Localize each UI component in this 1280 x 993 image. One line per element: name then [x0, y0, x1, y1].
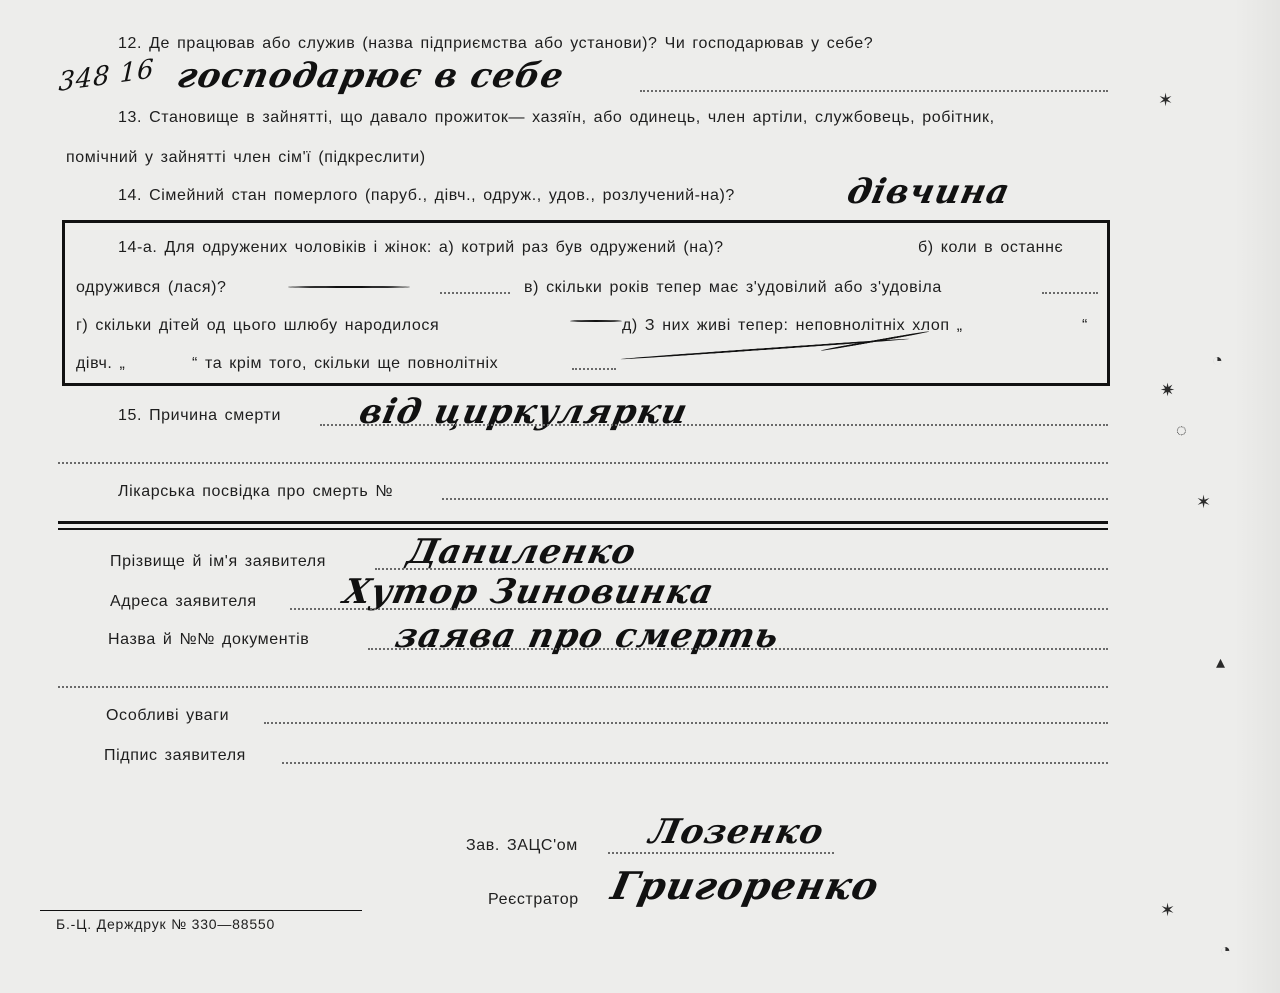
print-footer: Б.-Ц. Держдрук № 330—88550	[56, 916, 276, 932]
registrar-label: Реєстратор	[488, 891, 579, 908]
q14a-fill-line-3	[572, 368, 616, 370]
q15-fill-line-1	[320, 424, 1108, 426]
paper-damage-mark: ✷	[1160, 380, 1176, 400]
q14a-line2a: одружився (лася)?	[76, 279, 227, 296]
section-rule-top	[58, 521, 1108, 524]
q13-label-line1: 13. Становище в зайнятті, що давало прожиток— хазяїн, або одинець, член артіли, службовець, робітник,	[118, 109, 995, 126]
applicant-address-label: Адреса заявителя	[110, 593, 257, 610]
q12-answer-handwriting: господарює в себе	[173, 56, 568, 96]
applicant-name-label: Прізвище й ім'я заявителя	[110, 553, 327, 570]
q14a-fill-line-1	[440, 292, 510, 294]
q15-fill-line-2	[58, 462, 1108, 464]
head-zags-fill-line	[608, 852, 834, 854]
signature-fill-line	[282, 762, 1108, 764]
page-edge-shade	[1234, 0, 1280, 993]
notes-fill-line	[264, 722, 1108, 724]
q14a-line3b: д) З них живі тепер: неповнолітніх хлоп „	[622, 317, 963, 334]
applicant-name-fill-line	[375, 568, 1108, 570]
applicant-name-handwriting: Даниленко	[403, 532, 641, 572]
q14a-line2b: в) скільки років тепер має з'удовілий або з'удовіла	[524, 279, 942, 296]
paper-damage-mark: ◔	[1220, 940, 1231, 960]
medical-fill-line	[442, 498, 1108, 500]
q14-answer-handwriting: дівчина	[843, 172, 1014, 212]
registrar-signature: Григоренко	[607, 863, 884, 908]
section-rule-bottom	[58, 528, 1108, 530]
head-zags-signature: Лозенко	[645, 812, 828, 852]
paper-damage-mark: ▴	[1216, 652, 1226, 672]
q14a-fill-line-2	[1042, 292, 1098, 294]
q14a-line1: 14-а. Для одружених чоловіків і жінок: а) котрий раз був одружений (на)?	[118, 239, 724, 256]
head-zags-label: Зав. ЗАЦС'ом	[466, 837, 578, 854]
paper-damage-mark: ✶	[1196, 492, 1212, 512]
q12-label: 12. Де працював або служив (назва підприємства або установи)? Чи господарював у себе?	[118, 35, 874, 52]
signature-label: Підпис заявителя	[104, 747, 246, 764]
q15-label: 15. Причина смерти	[118, 407, 281, 424]
paper-damage-mark: ◔	[1212, 350, 1223, 370]
notes-label: Особливі уваги	[106, 707, 230, 724]
documents-handwriting: заява про смерть	[391, 616, 784, 656]
paper-damage-mark: ◌	[1176, 420, 1187, 440]
documents-fill-line	[368, 648, 1108, 650]
q15-answer-handwriting: від циркулярки	[355, 392, 692, 432]
q14a-line1b: б) коли в останнє	[918, 239, 1064, 256]
paper-damage-mark: ✶	[1158, 90, 1174, 110]
q14a-dash-stroke-1	[288, 286, 410, 288]
q14a-line3a: г) скільки дітей од цього шлюбу народилося	[76, 317, 440, 334]
documents-fill-line-2	[58, 686, 1108, 688]
q12-margin-note: 348 16	[57, 54, 156, 98]
q14a-line4a: дівч. „	[76, 355, 126, 372]
medical-certificate-label: Лікарська посвідка про смерть №	[118, 483, 394, 500]
footer-rule	[40, 910, 362, 911]
q14a-dash-stroke-2	[570, 320, 622, 322]
documents-label: Назва й №№ документів	[108, 631, 310, 648]
applicant-address-fill-line	[290, 608, 1108, 610]
applicant-address-handwriting: Хутор Зиновинка	[339, 572, 718, 612]
q12-fill-line	[640, 90, 1108, 92]
q14a-line3c: “	[1082, 317, 1088, 334]
q14a-line4b: “ та крім того, скільки ще повнолітніх	[192, 355, 499, 372]
q13-label-line2: помічний у зайнятті член сім'ї (підкреслити)	[66, 149, 426, 166]
q14-label: 14. Сімейний стан померлого (паруб., дівч., одруж., удов., розлучений-на)?	[118, 187, 735, 204]
paper-damage-mark: ✶	[1160, 900, 1176, 920]
